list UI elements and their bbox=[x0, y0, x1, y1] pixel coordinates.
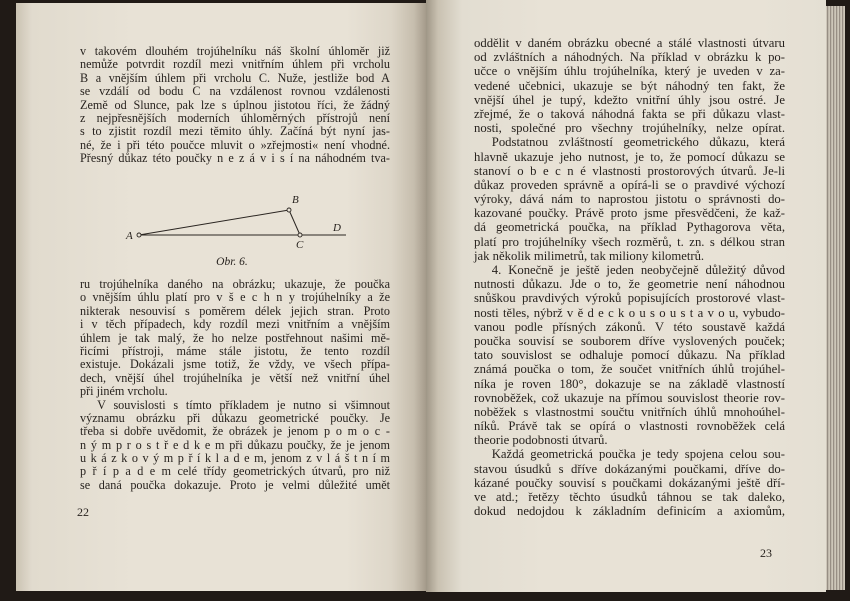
text-line: se daná poučka dokazuje. Proto je velmi důležité umět bbox=[80, 477, 390, 492]
text-line: třeba si dobře uvědomit, že obrázek je jenom p o m o c - bbox=[80, 424, 390, 439]
text-line: nikterak nesouvisí s poměrem délek jejich stran. Proto bbox=[80, 303, 390, 318]
text-line: V souvislosti s tímto příkladem je nutno si všimnout bbox=[97, 397, 390, 412]
text-line: řicími přístroji, máme stále jistotu, že tento rozdíl bbox=[80, 343, 390, 358]
text-line: níků. Právě tak se opírá o vlastnosti rovnoběžek celá bbox=[474, 419, 785, 434]
text-line: poučka souvisí se souborem dříve vyslovených pouček; bbox=[474, 333, 785, 348]
text-line: v takovém dlouhém trojúhelníku náš školní úhloměr již bbox=[80, 44, 390, 58]
text-line: vanou podle přísných zákonů. V této soustavě každá bbox=[474, 319, 785, 334]
text-line: ru trojúhelníka daného na obrázku; ukazuje, že poučka bbox=[80, 277, 390, 291]
text-line: noběžek s vlastnostmi součtu vnitřních úhlů mnohoúhel- bbox=[474, 404, 785, 419]
text-line: výroky, dává nám to naprostou jistotu o správnosti do- bbox=[474, 192, 785, 207]
vertex-b bbox=[287, 208, 291, 212]
text-line: nutnosti důkazu. Jde o to, že geometrie není náhodnou bbox=[474, 277, 785, 292]
text-line: nemůže potvrdit rozdíl mezi vnitřním úhlem při vrcholu bbox=[80, 57, 390, 72]
text-line: kázané poučky souvisí s poučkami dokázanými ještě dří- bbox=[474, 475, 785, 490]
page-number: 22 bbox=[77, 505, 89, 519]
text-line: úhlem je tak malý, že ho nelze postřehnout našimi mě- bbox=[80, 330, 390, 345]
text-line: stanoví o b e c n é vlastnosti prostorových útvarů. Je-li bbox=[474, 163, 785, 178]
paragraph-block bbox=[80, 45, 390, 166]
text-line: vnější úhel je tupý, kdežto vnitřní úhly jsou ostré. Je bbox=[474, 92, 785, 107]
right-page bbox=[426, 0, 826, 592]
text-line: Podstatnou zvláštností geometrického důkazu, která bbox=[491, 135, 785, 150]
label-a: A bbox=[126, 230, 133, 242]
text-line: o vnějším úhlu platí pro v š e c h n y trojúhelníky a že bbox=[80, 290, 390, 305]
text-line: učce o vnějším úhlu trojúhelníka, který je uveden v za- bbox=[474, 64, 785, 79]
text-line: se vzdálí od bodu C na vzdálenost rovnou vzdálenosti bbox=[80, 84, 390, 99]
text-line: níka je roven 180°, dokazuje se na základě vlastností bbox=[474, 376, 785, 391]
page-edges bbox=[826, 6, 845, 590]
figure-line-bc bbox=[289, 210, 300, 235]
paragraph-block bbox=[474, 36, 785, 518]
label-c: C bbox=[296, 239, 304, 251]
text-line: jak několik milimetrů, tak miliony kilometrů. bbox=[474, 248, 705, 263]
text-line: důkaz proveden správně a opírá-li se o pravdivé výchozí bbox=[474, 177, 785, 192]
text-line: p ř í p a d e m celé třídy geometrických útvarů, pro niž bbox=[80, 464, 390, 479]
text-line: snůškou pravdivých výroků popisujících prostorové vlast- bbox=[474, 291, 785, 306]
text-line: kazované poučky. Právě proto jsme přesvědčeni, že kaž- bbox=[474, 206, 785, 221]
text-line: dá geometrická poučka, na příklad Pythagorova věta, bbox=[474, 220, 785, 235]
text-line: známá poučka o tom, že součet vnitřních úhlů trojúhel- bbox=[474, 362, 785, 377]
text-line: platí pro trojúhelníky všech rozměrů, t. zn. s délkou stran bbox=[474, 234, 785, 249]
text-line: theorie podobnosti útvarů. bbox=[474, 433, 608, 448]
text-line: tato souvislost se odhaluje pomocí důkazu. Na příklad bbox=[474, 348, 785, 363]
figure-line-ab bbox=[139, 210, 289, 235]
triangle-figure bbox=[110, 188, 370, 254]
text-line: u k á z k o v ý m p ř í k l a d e m, jenom z v l á š t n í m bbox=[80, 451, 390, 466]
text-line: nosti těles, nýbrž v ě d e c k o u s o u s t a v o u, vybudo- bbox=[474, 305, 785, 320]
text-line: i v těch případech, kdy rozdíl mezi vnitřním a vnějším bbox=[80, 317, 390, 332]
text-line: zřejmé, že o taková náhodná fakta se při důkazu vlast- bbox=[474, 106, 785, 121]
text-line: B a vnějším úhlem při vrcholu C. Nuže, jestliže bod A bbox=[80, 70, 390, 85]
vertex-a bbox=[137, 233, 141, 237]
label-d: D bbox=[333, 222, 341, 234]
figure-caption: Obr. 6. bbox=[216, 256, 248, 268]
paragraph-block bbox=[80, 278, 390, 492]
label-b: B bbox=[292, 194, 299, 206]
text-line: od zvláštních a náhodných. Na příklad v obrázku k po- bbox=[474, 50, 785, 65]
text-line: 4. Konečně je ještě jeden neobyčejně důležitý důvod bbox=[491, 263, 785, 277]
left-page bbox=[16, 3, 426, 591]
text-line: z nejpřesnějších moderních úhloměrných přístrojů není bbox=[80, 110, 390, 125]
text-line: né, že i při této poučce mluvit o »zřejmosti« není vhodné. bbox=[80, 137, 390, 152]
text-line: stavou úsudků s dříve dokázanými poučkami, dříve do- bbox=[474, 461, 785, 476]
text-line: dech, vnější úhel trojúhelníka je větší než vnitřní úhel bbox=[80, 370, 390, 385]
text-line: Každá geometrická poučka je tedy spojena celou sou- bbox=[491, 447, 785, 462]
vertex-c bbox=[298, 233, 302, 237]
text-line: Země od Slunce, pak lze s úplnou jistotou říci, že žádný bbox=[80, 97, 390, 112]
text-line: existuje. Dokázali jsme totiž, že vždy, ve všech přípa- bbox=[80, 357, 390, 372]
text-line: významu obrázku při důkazu geometrické poučky. Je bbox=[80, 410, 390, 425]
text-line: rovnoběžek, což ukazuje na přímou souvislost theorie rov- bbox=[474, 390, 785, 405]
text-line: při jiném vrcholu. bbox=[80, 384, 168, 399]
text-line: s to zjistit rozdíl mezi těmito úhly. Začíná být nyní jas- bbox=[80, 124, 390, 139]
text-line: hlavně ukazuje jeho nutnost, je to, že pomocí důkazu se bbox=[474, 149, 785, 164]
text-line: Přesný důkaz této poučky n e z á v i s í na náhodném tva- bbox=[80, 151, 390, 166]
text-line: vedené učebnici, ukazuje se být náhodný ten fakt, že bbox=[474, 78, 785, 93]
text-line: ve atd.; řetězy těchto úsudků táhnou se tak daleko, bbox=[474, 490, 785, 504]
text-line: dokud nedojdou k základním definicím a axiomům, bbox=[474, 504, 785, 519]
page-number: 23 bbox=[760, 546, 772, 560]
text-line: nosti, společné pro všechny trojúhelníky, nelze opírat. bbox=[474, 121, 785, 136]
text-line: oddělit v daném obrázku obecné a stálé vlastnosti útvaru bbox=[474, 36, 785, 50]
text-line: n ý m p r o s t ř e d k e m při důkazu poučky, že je jenom bbox=[80, 437, 390, 452]
